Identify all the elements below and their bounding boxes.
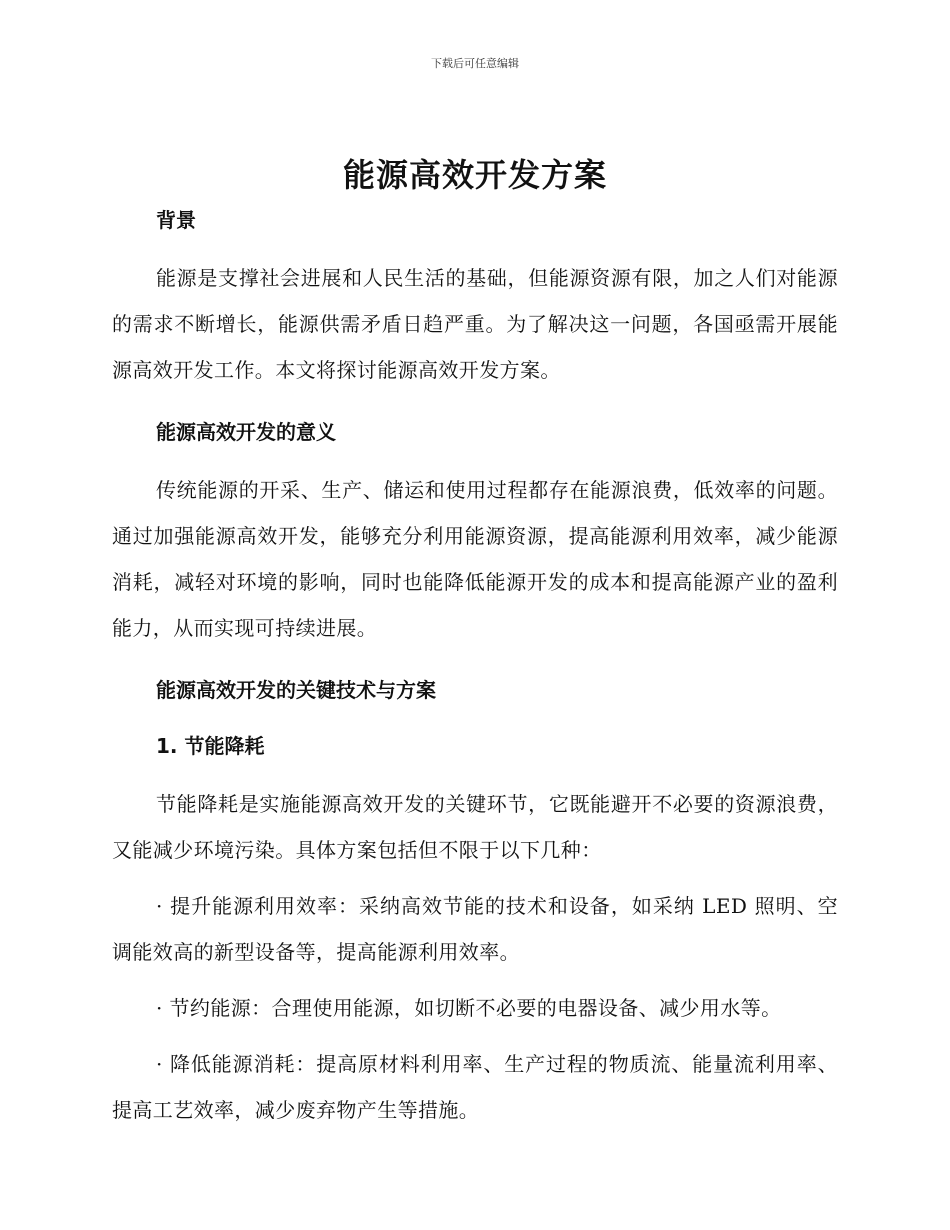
document-title: 能源高效开发方案 [342,156,607,194]
page-header-note: 下载后可任意编辑 [431,57,519,70]
subsection-heading-energy-saving: 1. 节能降耗 [156,734,265,758]
bullet-item: · 节约能源：合理使用能源，如切断不必要的电器设备、减少用水等。 [156,996,782,1020]
bullet-item: · 降低能源消耗：提高原材料利用率、生产过程的物质流、能量流利用率、提高工艺效率，减少废弃物产生等措施。 [112,1052,838,1122]
document-body [112,203,838,1133]
paragraph-background: 能源是支撑社会进展和人民生活的基础，但能源资源有限，加之人们对能源的需求不断增长，能源供需矛盾日趋严重。为了解决这一问题，各国亟需开展能源高效开发工作。本文将探讨能源高效开发方案。 [112,266,838,382]
paragraph-significance: 传统能源的开采、生产、储运和使用过程都存在能源浪费，低效率的问题。通过加强能源高效开发，能够充分利用能源资源，提高能源利用效率，减少能源消耗，减轻对环境的影响，同时也能降低能源开发的成本和提高能源产业的盈利能力，从而实现可持续进展。 [112,478,838,640]
bullet-item: · 提升能源利用效率：采纳高效节能的技术和设备，如采纳 LED 照明、空调能效高的新型设备等，提高能源利用效率。 [112,894,838,964]
paragraph-energy-saving: 节能降耗是实施能源高效开发的关键环节，它既能避开不必要的资源浪费，又能减少环境污染。具体方案包括但不限于以下几种： [112,792,838,862]
section-heading-significance: 能源高效开发的意义 [156,420,336,444]
section-heading-key-tech: 能源高效开发的关键技术与方案 [156,678,436,702]
section-heading-background: 背景 [156,208,196,232]
